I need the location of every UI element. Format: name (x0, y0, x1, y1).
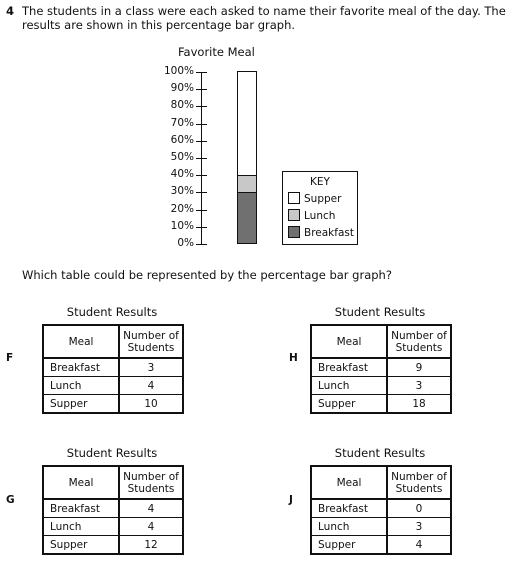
header-number: Number of Students (387, 325, 451, 358)
y-tick (196, 244, 207, 245)
meal-cell: Lunch (43, 518, 119, 536)
chart-key (282, 171, 358, 245)
y-tick-label: 20% (170, 203, 194, 215)
y-tick (196, 141, 207, 142)
choice-letter-j[interactable]: J (289, 494, 293, 506)
count-cell: 3 (119, 358, 183, 377)
meal-cell: Breakfast (43, 358, 119, 377)
y-tick-label: 10% (170, 220, 194, 232)
count-cell: 4 (387, 536, 451, 555)
meal-cell: Lunch (311, 518, 387, 536)
choice-g-table[interactable] (42, 465, 184, 555)
supper-swatch (288, 192, 300, 204)
table-row (311, 395, 451, 414)
count-cell: 18 (387, 395, 451, 414)
y-tick-label: 40% (170, 168, 194, 180)
choice-j-table[interactable] (310, 465, 452, 555)
y-tick (196, 227, 207, 228)
choice-letter-f[interactable]: F (6, 352, 14, 364)
table-row (311, 358, 451, 377)
key-label-breakfast: Breakfast (304, 227, 354, 239)
meal-cell: Supper (311, 395, 387, 414)
key-label-supper: Supper (304, 193, 342, 205)
meal-cell: Supper (43, 395, 119, 414)
choice-h-title: Student Results (334, 305, 426, 319)
y-tick (196, 106, 207, 107)
y-tick-label: 60% (170, 134, 194, 146)
table-row (43, 518, 183, 536)
key-item-breakfast (288, 226, 354, 240)
question-text: The students in a class were each asked to name their favorite meal of the day. The results are shown in this percentage bar graph. (22, 4, 506, 32)
y-tick (196, 72, 207, 73)
meal-cell: Supper (311, 536, 387, 555)
header-meal: Meal (311, 466, 387, 499)
meal-cell: Supper (43, 536, 119, 555)
header-meal: Meal (43, 466, 119, 499)
header-number: Number of Students (119, 325, 183, 358)
key-item-lunch (288, 209, 335, 223)
y-tick (196, 175, 207, 176)
choice-j-title: Student Results (334, 446, 426, 460)
breakfast-swatch (288, 226, 300, 238)
count-cell: 3 (387, 518, 451, 536)
y-tick-label: 100% (163, 65, 194, 77)
header-number: Number of Students (119, 466, 183, 499)
key-label-lunch: Lunch (304, 210, 336, 222)
meal-cell: Breakfast (311, 499, 387, 518)
y-tick-label: 0% (177, 237, 194, 249)
bar-segment-breakfast (238, 192, 256, 243)
table-row (43, 499, 183, 518)
count-cell: 3 (387, 377, 451, 395)
choice-letter-h[interactable]: H (289, 352, 298, 364)
header-meal: Meal (43, 325, 119, 358)
choice-f-table[interactable] (42, 324, 184, 414)
y-tick-label: 80% (170, 99, 194, 111)
lunch-swatch (288, 209, 300, 221)
choice-h-table[interactable] (310, 324, 452, 414)
count-cell: 12 (119, 536, 183, 555)
table-row (311, 499, 451, 518)
count-cell: 4 (119, 377, 183, 395)
count-cell: 4 (119, 518, 183, 536)
table-row (311, 536, 451, 555)
table-row (311, 518, 451, 536)
percentage-bar (237, 71, 257, 244)
choice-g-title: Student Results (66, 446, 158, 460)
y-tick (196, 89, 207, 90)
count-cell: 4 (119, 499, 183, 518)
key-item-supper (288, 192, 341, 206)
count-cell: 9 (387, 358, 451, 377)
meal-cell: Breakfast (311, 358, 387, 377)
y-tick-label: 70% (170, 117, 194, 129)
key-title: KEY (310, 176, 330, 188)
choice-letter-g[interactable]: G (6, 494, 15, 506)
table-row (43, 377, 183, 395)
header-number: Number of Students (387, 466, 451, 499)
y-tick-label: 50% (170, 151, 194, 163)
y-tick-label: 30% (170, 185, 194, 197)
y-tick (196, 210, 207, 211)
y-tick (196, 124, 207, 125)
choice-f-title: Student Results (66, 305, 158, 319)
y-tick-label: 90% (170, 82, 194, 94)
question-prompt: Which table could be represented by the percentage bar graph? (22, 268, 392, 282)
y-tick (196, 192, 207, 193)
chart-title: Favorite Meal (178, 45, 255, 59)
count-cell: 10 (119, 395, 183, 414)
question-number: 4 (6, 4, 15, 18)
count-cell: 0 (387, 499, 451, 518)
meal-cell: Breakfast (43, 499, 119, 518)
bar-segment-lunch (238, 175, 256, 192)
table-row (43, 358, 183, 377)
header-meal: Meal (311, 325, 387, 358)
table-row (311, 377, 451, 395)
meal-cell: Lunch (311, 377, 387, 395)
meal-cell: Lunch (43, 377, 119, 395)
table-row (43, 536, 183, 555)
table-row (43, 395, 183, 414)
y-tick (196, 158, 207, 159)
